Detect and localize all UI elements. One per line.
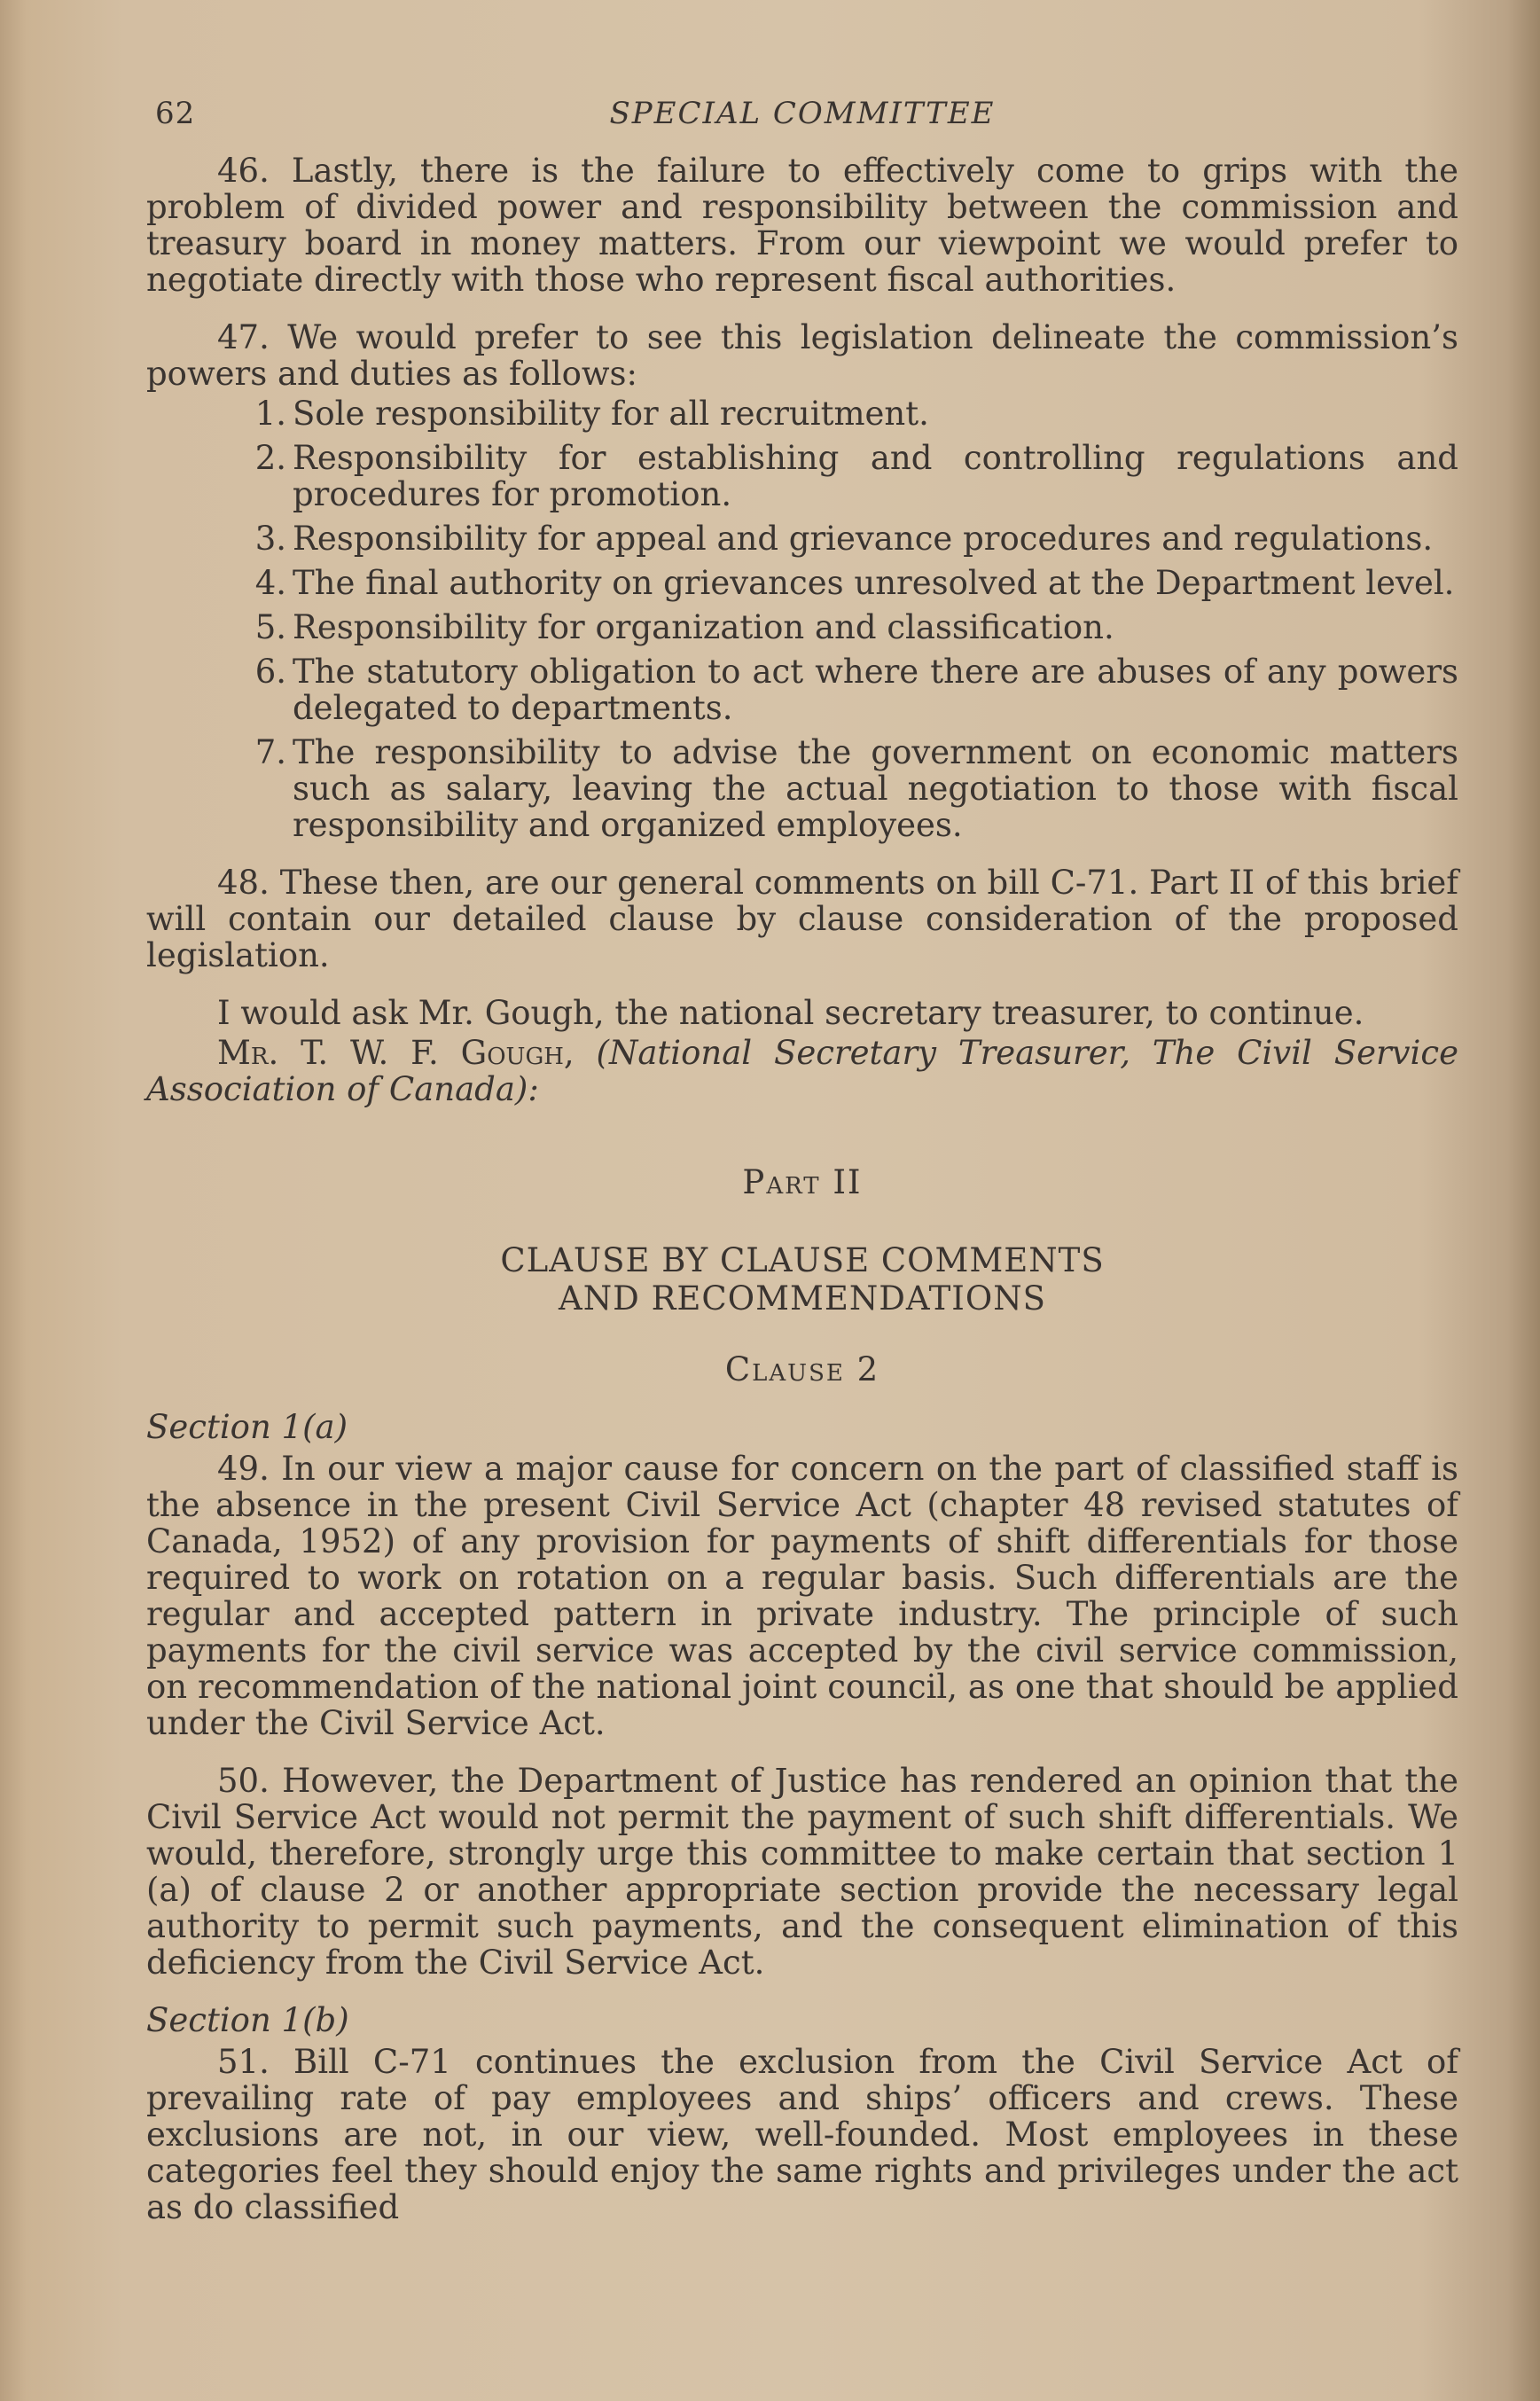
duty-text: Responsibility for appeal and grievance procedures and regulations. xyxy=(293,520,1434,558)
duty-item xyxy=(146,395,1458,432)
duties-list xyxy=(146,395,1458,843)
duty-number: 6. xyxy=(254,653,286,691)
duty-number: 2. xyxy=(254,439,286,477)
duty-number: 7. xyxy=(254,733,286,771)
speaker-intro xyxy=(146,1035,1458,1107)
clause-heading: Clause 2 xyxy=(724,1350,880,1388)
duty-item xyxy=(146,653,1458,726)
duty-text: The responsibility to advise the government on economic matters such as salary, leaving the actual negotiation to those with fiscal responsibility and organized employees. xyxy=(293,733,1458,844)
paragraph-47: 47. We would prefer to see this legislation delineate the commission’s powers and duties as follows: xyxy=(146,318,1458,393)
paragraph-ask: I would ask Mr. Gough, the national secretary treasurer, to continue. xyxy=(217,994,1364,1032)
duty-number: 4. xyxy=(254,564,286,602)
duty-number: 5. xyxy=(254,608,286,646)
speaker-role: (National Secretary Treasurer, The Civil Service Association of Canada): xyxy=(146,1034,1459,1108)
duty-text: Responsibility for organization and classification. xyxy=(293,608,1114,646)
paragraph-48: 48. These then, are our general comments on bill C-71. Part II of this brief will contain our detailed clause by clause consideration of the proposed legislation. xyxy=(146,864,1458,974)
duty-item xyxy=(146,520,1458,557)
section-heading-line-1: CLAUSE BY CLAUSE COMMENTS xyxy=(500,1241,1105,1279)
duty-item xyxy=(146,609,1458,645)
paragraph-49: 49. In our view a major cause for concern on the part of classified staff is the absence in the present Civil Service Act (chapter 48 revised statutes of Canada, 1952) of any provision for payments of shift differentials for those required to work on rotation on a regular basis. Such differentials are the regular and accepted pattern in private industry. The principle of such payments for the civil service was accepted by the civil service commission, on recommendation of the national joint council, as one that should be applied under the Civil Service Act. xyxy=(146,1450,1458,1742)
page-header xyxy=(146,85,1458,138)
duty-number: 1. xyxy=(254,395,286,433)
speaker-name: Mr. T. W. F. Gough, xyxy=(217,1034,575,1072)
duty-item xyxy=(146,440,1458,512)
duty-text: Responsibility for establishing and controlling regulations and procedures for promotion. xyxy=(293,439,1458,513)
duty-text: Sole responsibility for all recruitment. xyxy=(293,395,929,433)
part-heading: Part II xyxy=(742,1163,863,1201)
duty-number: 3. xyxy=(254,520,286,558)
duty-item xyxy=(146,734,1458,843)
page-content xyxy=(146,85,1458,2247)
page-number: 62 xyxy=(155,96,196,131)
section-heading-line-2: AND RECOMMENDATIONS xyxy=(559,1279,1046,1318)
paragraph-46: 46. Lastly, there is the failure to effectively come to grips with the problem of divided power and responsibility between the commission and treasury board in money matters. From our viewpoint we would prefer to negotiate directly with those who represent fiscal authorities. xyxy=(146,152,1458,299)
section-1a-heading: Section 1(a) xyxy=(146,1408,348,1446)
duty-text: The final authority on grievances unresolved at the Department level. xyxy=(293,564,1455,602)
section-heading xyxy=(146,1241,1458,1318)
section-1b-heading: Section 1(b) xyxy=(146,2001,349,2039)
duty-item xyxy=(146,565,1458,601)
paragraph-50: 50. However, the Department of Justice has rendered an opinion that the Civil Service Act would not permit the payment of such shift differentials. We would, therefore, strongly urge this committee to make certain that section 1 (a) of clause 2 or another appropriate section provide the necessary legal authority to permit such payments, and the consequent elimination of this deficiency from the Civil Service Act. xyxy=(146,1762,1458,1982)
duty-text: The statutory obligation to act where there are abuses of any powers delegated to departments. xyxy=(293,653,1458,727)
running-title: SPECIAL COMMITTEE xyxy=(609,96,996,131)
paragraph-51: 51. Bill C-71 continues the exclusion from the Civil Service Act of prevailing rate of pay employees and ships’ officers and crews. These exclusions are not, in our view, well-founded. Most employees in these categories feel they should enjoy the same rights and privileges under the act as do classified xyxy=(146,2043,1458,2226)
